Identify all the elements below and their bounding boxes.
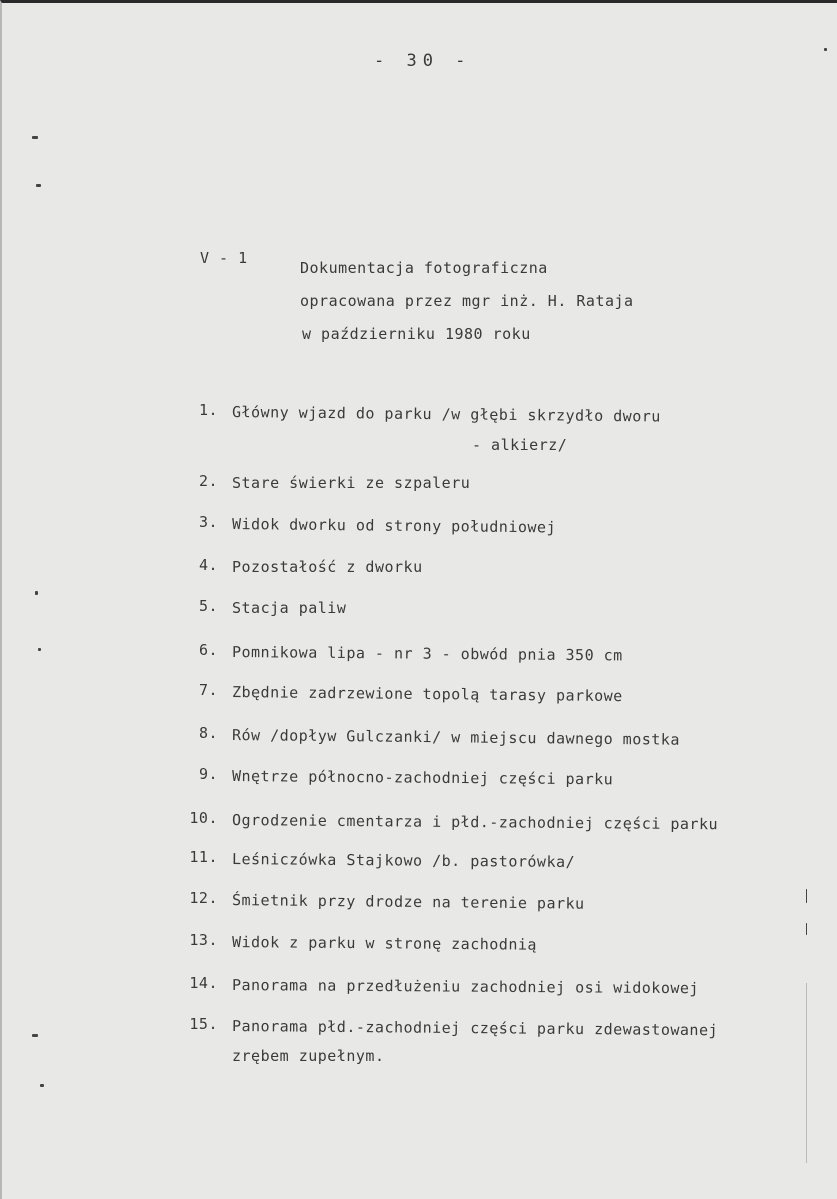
item-number: 2. [198,472,218,490]
item-number: 4. [198,556,218,574]
item-text: Widok z parku w stronę zachodnią [231,933,538,954]
item-text: Pozostałość z dworku [232,558,423,576]
item-text: Rów /dopływ Gulczanki/ w miejscu dawnego mostka [231,726,681,749]
item-number: 8. [198,724,218,742]
item-number: 15. [189,1015,218,1033]
scan-mark [32,1034,38,1037]
item-text: Wnętrze północno-zachodniej części parku [231,767,614,789]
item-number: 5. [198,597,218,615]
section-heading-line: opracowana przez mgr inż. H. Rataja [300,292,634,310]
item-number: 9. [198,765,218,783]
scan-mark [824,48,827,51]
item-text: Główny wjazd do parku /w głębi skrzydło dworu [231,403,661,426]
item-text: Śmietnik przy drodze na terenie parku [231,891,585,913]
item-text: Panorama płd.-zachodniej części parku zdewastowanej [231,1017,719,1040]
item-number: 6. [198,641,218,659]
scan-mark [40,1084,44,1087]
item-text: Stare świerki ze szpaleru [232,474,471,492]
scan-mark [806,923,807,935]
section-id: V - 1 [200,249,248,267]
item-text-continuation: zrębem zupełnym. [232,1047,385,1065]
item-number: 12. [189,889,218,907]
item-number: 7. [198,681,218,699]
item-text-continuation: - alkierz/ [472,436,568,454]
scan-mark [38,648,41,651]
scan-mark [36,184,41,187]
item-text: Leśniczówka Stajkowo /b. pastorówka/ [231,850,576,871]
item-number: 1. [198,401,218,419]
scan-mark [806,889,807,903]
item-text: Ogrodzenie cmentarza i płd.-zachodniej części parku [231,811,719,834]
item-number: 11. [189,848,218,866]
section-heading-line: Dokumentacja fotograficzna [300,259,548,277]
item-text: Stacja paliw [232,599,347,617]
item-number: 13. [189,931,218,949]
item-text: Panorama na przedłużeniu zachodniej osi widokowej [231,976,700,998]
item-text: Pomnikowa lipa - nr 3 - obwód pnia 350 cm [231,643,623,665]
scan-mark [32,136,38,139]
scan-edge-line [806,983,807,1163]
item-text: Zbędnie zadrzewione topolą tarasy parkowe [231,683,623,706]
page-number: - 30 - [374,51,472,71]
item-number: 14. [189,974,218,992]
item-text: Widok dworku od strony południowej [231,515,557,537]
item-number: 3. [198,513,218,531]
item-number: 10. [189,809,218,827]
section-heading-line: w październiku 1980 roku [302,325,531,343]
scan-mark [35,591,38,595]
